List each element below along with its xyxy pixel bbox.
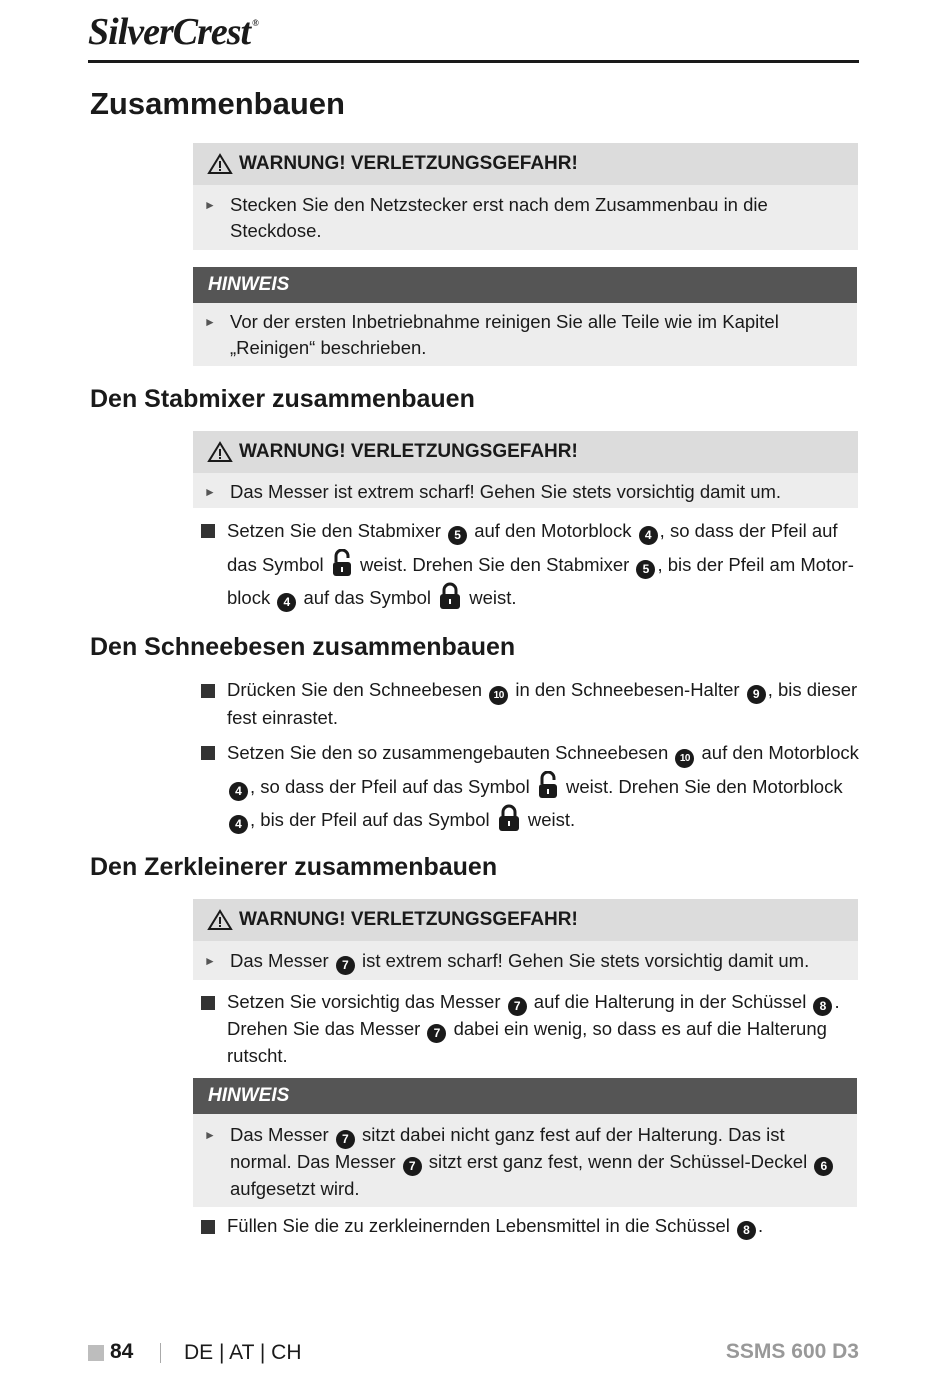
registered-mark: ®	[252, 18, 258, 28]
section-title-zerkleinerer: Den Zerkleinerer zusammenbauen	[90, 853, 498, 881]
warning-box	[193, 899, 858, 980]
ref-number: 4	[639, 526, 658, 545]
ref-number: 8	[737, 1221, 756, 1240]
footer-square-icon	[88, 1345, 104, 1361]
warning-box	[193, 431, 858, 508]
warning-header	[193, 143, 858, 185]
arrow-icon: ►	[204, 315, 216, 329]
ref-number: 5	[448, 526, 467, 545]
list-item: Setzen Sie den so zusammengebauten Schneebesen 10 auf den Motorblock 4 , so dass der Pfeil auf das Symbol weist. Drehen Sie den Motorblock 4 , bis der Pfeil auf das Symbol weist.	[198, 736, 868, 837]
model-number: SSMS 600 D3	[725, 1340, 859, 1363]
warning-header	[193, 899, 858, 941]
ref-number: 10	[489, 686, 508, 705]
bullet-square-icon	[201, 524, 215, 538]
locked-lock-icon	[498, 804, 520, 832]
warning-item: ► Das Messer 7 ist extrem scharf! Gehen Sie stets vorsichtig damit um.	[193, 941, 858, 980]
warning-item	[193, 473, 858, 508]
section-title-stabmixer: Den Stabmixer zusammenbauen	[90, 385, 475, 413]
unlocked-lock-icon	[538, 771, 558, 799]
list-item: Setzen Sie vorsichtig das Messer 7 auf die Halterung in der Schüssel 8 . Drehen Sie das Messer 7 dabei ein wenig, so dass es auf die Halterung rutscht.	[198, 989, 863, 1069]
bullet-square-icon	[201, 746, 215, 760]
page-footer	[88, 1340, 859, 1370]
warning-triangle-icon	[207, 441, 233, 463]
note-item-text: Vor der ersten Inbetriebnahme reinigen Sie alle Teile wie im Kapitel „Reinigen“ beschrieben.	[230, 311, 779, 358]
bullet-square-icon	[201, 684, 215, 698]
note-box	[193, 1078, 857, 1207]
country-codes: DE | AT | CH	[184, 1341, 302, 1364]
ref-number: 7	[336, 1130, 355, 1149]
arrow-icon: ►	[204, 1128, 216, 1142]
ref-number: 5	[636, 560, 655, 579]
note-box	[193, 267, 857, 366]
ref-number: 4	[229, 782, 248, 801]
section-title-schneebesen: Den Schneebesen zusammenbauen	[90, 633, 516, 661]
brand-logo	[88, 10, 258, 54]
unlocked-lock-icon	[332, 549, 352, 577]
brand-name: SilverCrest	[88, 11, 251, 53]
footer-divider	[160, 1343, 161, 1363]
note-header: HINWEIS	[193, 1078, 857, 1114]
page-title: Zusammenbauen	[90, 86, 345, 121]
page-header	[88, 6, 859, 63]
warning-item	[193, 185, 858, 250]
ref-number: 6	[814, 1157, 833, 1176]
bullet-square-icon	[201, 1220, 215, 1234]
arrow-icon: ►	[204, 954, 216, 968]
warning-title: WARNUNG! VERLETZUNGSGEFAHR!	[239, 441, 578, 462]
list-item: Füllen Sie die zu zerkleinernden Lebensmittel in die Schüssel 8 .	[198, 1213, 863, 1240]
arrow-icon: ►	[204, 485, 216, 499]
warning-item-text: Stecken Sie den Netzstecker erst nach dem Zusammenbau in die Steckdose.	[230, 194, 768, 241]
warning-triangle-icon	[207, 909, 233, 931]
warning-header	[193, 431, 858, 473]
note-item: ► Das Messer 7 sitzt dabei nicht ganz fest auf der Halterung. Das ist normal. Das Messer 7 sitzt erst ganz fest, wenn der Schüssel-Deckel 6 aufgesetzt wird.	[193, 1114, 857, 1207]
warning-triangle-icon	[207, 153, 233, 175]
ref-number: 7	[403, 1157, 422, 1176]
warning-title: WARNUNG! VERLETZUNGSGEFAHR!	[239, 153, 578, 174]
arrow-icon: ►	[204, 198, 216, 212]
list-item: Drücken Sie den Schneebesen 10 in den Schneebesen-Halter 9 , bis dieser fest einrastet.	[198, 677, 863, 731]
note-item	[193, 303, 857, 366]
warning-item-text: Das Messer ist extrem scharf! Gehen Sie stets vorsichtig damit um.	[230, 481, 782, 502]
ref-number: 4	[277, 593, 296, 612]
ref-number: 9	[747, 685, 766, 704]
bullet-square-icon	[201, 996, 215, 1010]
note-header: HINWEIS	[193, 267, 857, 303]
ref-number: 7	[508, 997, 527, 1016]
ref-number: 7	[427, 1024, 446, 1043]
warning-box	[193, 143, 858, 250]
page-number: 84	[110, 1340, 134, 1363]
ref-number: 7	[336, 956, 355, 975]
ref-number: 4	[229, 815, 248, 834]
ref-number: 8	[813, 997, 832, 1016]
warning-title: WARNUNG! VERLETZUNGSGEFAHR!	[239, 909, 578, 930]
ref-number: 10	[675, 749, 694, 768]
locked-lock-icon	[439, 582, 461, 610]
list-item: Setzen Sie den Stabmixer 5 auf den Motorblock 4 , so dass der Pfeil auf das Symbol weist. Drehen Sie den Stabmixer 5 , bis der Pfeil am Motor-block 4 auf das Symbol weist.	[198, 514, 863, 615]
